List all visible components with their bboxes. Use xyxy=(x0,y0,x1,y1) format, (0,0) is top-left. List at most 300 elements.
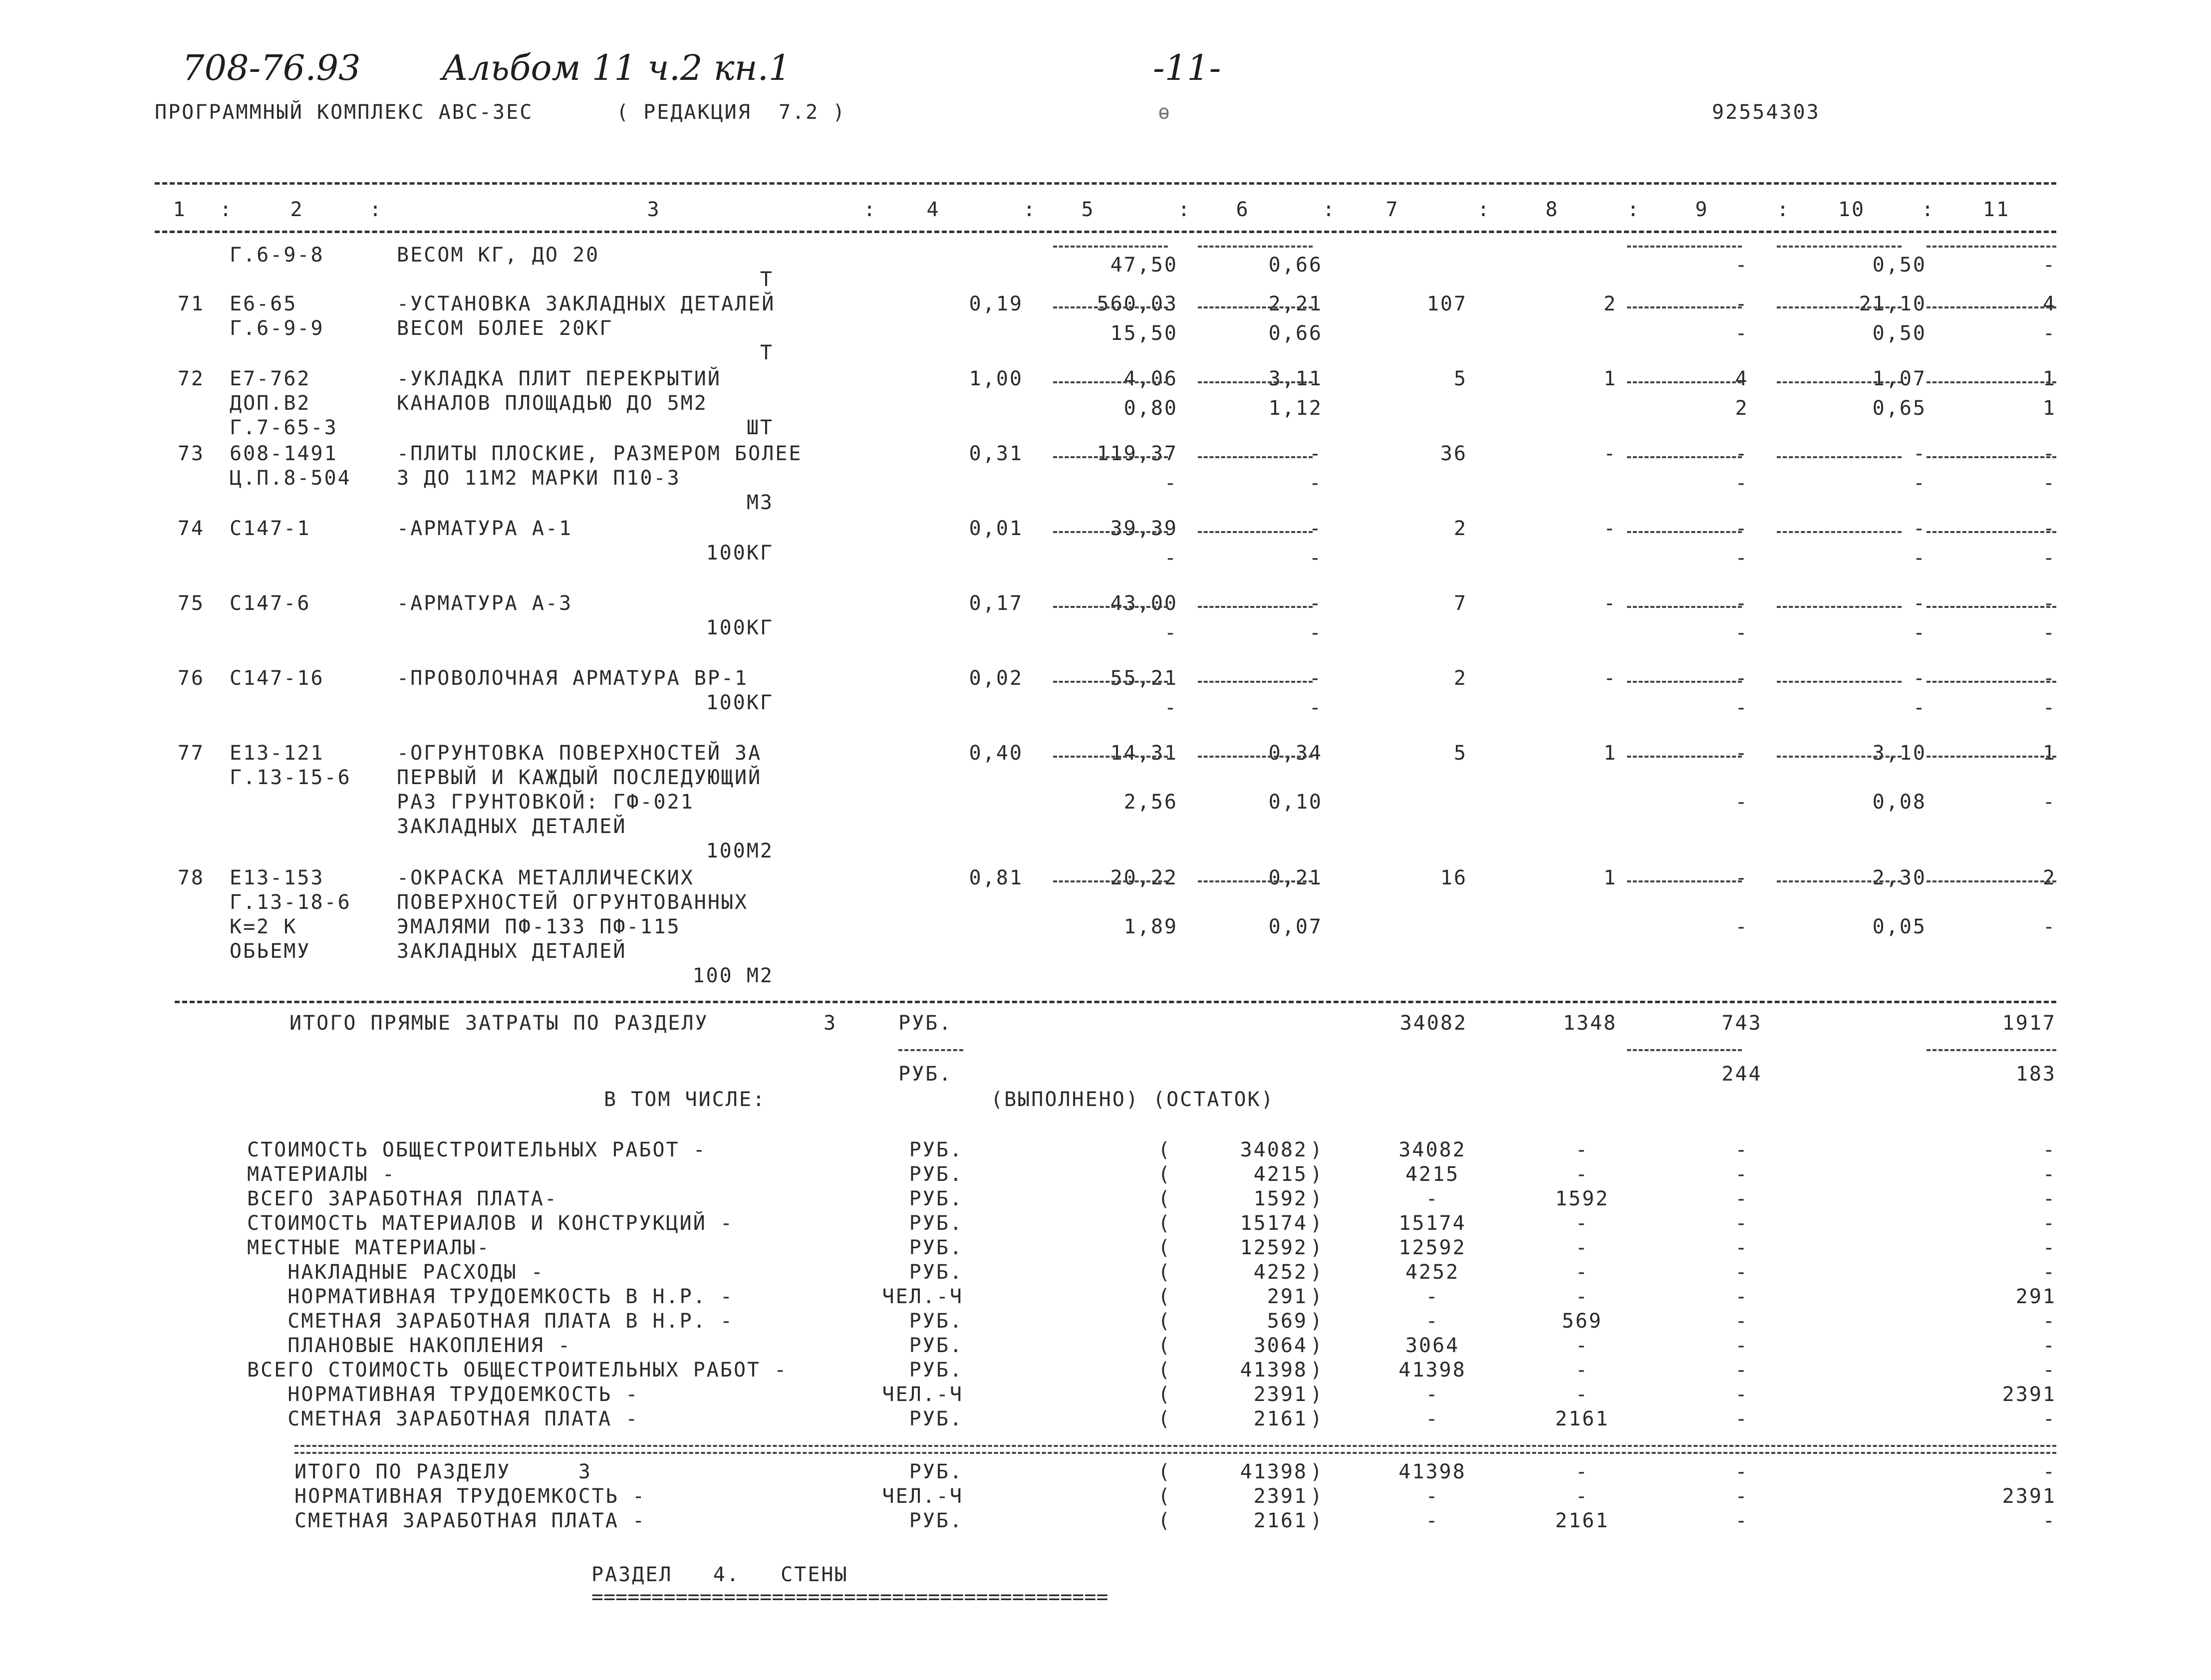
marker: ѳ xyxy=(1158,101,1172,124)
next-section-underline: =========================================== xyxy=(591,1586,1108,1609)
summary-col7: 4252 xyxy=(1405,1261,1460,1284)
rule-direct-costs xyxy=(175,1001,2056,1003)
quantity: 1,00 xyxy=(969,367,1023,390)
paren-open: ( xyxy=(1158,1485,1172,1508)
labor-total-sub: 1 xyxy=(2042,397,2056,420)
summary-col11: - xyxy=(2042,1163,2056,1186)
item-description: -ОГРУНТОВКА ПОВЕРХНОСТЕЙ ЗА xyxy=(397,742,762,765)
item-unit: 100КГ xyxy=(706,691,774,714)
direct-costs-col8: 1348 xyxy=(1563,1012,1617,1035)
summary-remaining: 41398 xyxy=(1240,1460,1308,1483)
item-unit: Т xyxy=(760,341,774,364)
summary-col8: 2161 xyxy=(1555,1407,1610,1430)
summary-col7: - xyxy=(1425,1485,1439,1508)
item-code: Ц.П.8-504 xyxy=(230,467,351,490)
unit-price-total-sub: 15,50 xyxy=(1110,322,1178,345)
summary-unit: РУБ. xyxy=(909,1509,963,1532)
column-header-1: 1 xyxy=(173,198,187,221)
summary-col8: 2161 xyxy=(1555,1509,1610,1532)
cost-machines: - xyxy=(1735,667,1749,690)
cost-wages: - xyxy=(1603,667,1617,690)
summary-col9: - xyxy=(1735,1460,1749,1483)
cost-wages: 1 xyxy=(1603,367,1617,390)
column-divider: : xyxy=(1178,198,1192,221)
labor-total-sub: - xyxy=(2042,472,2056,495)
cost-machines-sub: - xyxy=(1735,547,1749,569)
row-number: 77 xyxy=(177,742,205,765)
cell-separator xyxy=(1927,381,2056,383)
unit-price-wages-sub: - xyxy=(1309,696,1323,719)
cell-separator xyxy=(1777,531,1902,533)
summary-label: МЕСТНЫЕ МАТЕРИАЛЫ- xyxy=(247,1236,491,1259)
labor-total-sub: - xyxy=(2042,253,2056,277)
cell-separator xyxy=(1198,880,1313,882)
item-description: ЗАКЛАДНЫХ ДЕТАЛЕЙ xyxy=(397,815,627,838)
item-code: 608-1491 xyxy=(230,442,338,465)
item-code: Г.13-18-6 xyxy=(230,891,351,914)
unit-price-wages-sub: 0,66 xyxy=(1268,322,1323,345)
item-unit: М3 xyxy=(746,491,774,514)
unit-price-total: 4,06 xyxy=(1123,367,1178,390)
paren-open: ( xyxy=(1158,1261,1172,1284)
summary-label: ВСЕГО ЗАРАБОТНАЯ ПЛАТА- xyxy=(247,1187,558,1210)
labor-per-unit-sub: 0,50 xyxy=(1872,322,1927,345)
labor-total-sub: - xyxy=(2042,696,2056,719)
item-description: ЭМАЛЯМИ ПФ-133 ПФ-115 xyxy=(397,915,681,938)
column-header-3: 3 xyxy=(647,198,661,221)
paren-open: ( xyxy=(1158,1285,1172,1308)
summary-unit: РУБ. xyxy=(909,1334,963,1357)
labor-per-unit-sub: 0,08 xyxy=(1872,791,1927,814)
labor-per-unit: 21,10 xyxy=(1859,292,1927,315)
summary-remaining: 2161 xyxy=(1253,1407,1308,1430)
labor-total: 1 xyxy=(2042,367,2056,390)
cost-total: 2 xyxy=(1453,517,1467,540)
cell-separator xyxy=(1198,681,1313,683)
summary-label: СМЕТНАЯ ЗАРАБОТНАЯ ПЛАТА - xyxy=(294,1509,646,1532)
quantity: 0,40 xyxy=(969,742,1023,765)
summary-col8: - xyxy=(1575,1460,1589,1483)
sep-col9 xyxy=(1627,1049,1742,1051)
summary-remaining: 4252 xyxy=(1253,1261,1308,1284)
summary-col8: - xyxy=(1575,1359,1589,1382)
summary-col8: - xyxy=(1575,1236,1589,1259)
cell-separator xyxy=(1927,606,2056,608)
quantity: 0,19 xyxy=(969,292,1023,315)
summary-remaining: 15174 xyxy=(1240,1212,1308,1235)
paren-close: ) xyxy=(1310,1212,1324,1235)
cell-separator xyxy=(1777,606,1902,608)
cell-separator xyxy=(1627,306,1742,308)
summary-col11: 291 xyxy=(2015,1285,2056,1308)
cost-total: 16 xyxy=(1440,866,1467,889)
unit-price-wages: 3,11 xyxy=(1268,367,1323,390)
summary-col7: - xyxy=(1425,1285,1439,1308)
summary-unit: РУБ. xyxy=(909,1212,963,1235)
labor-total: 4 xyxy=(2042,292,2056,315)
column-header-4: 4 xyxy=(926,198,940,221)
item-description: -ОКРАСКА МЕТАЛЛИЧЕСКИХ xyxy=(397,866,694,889)
quantity: 0,81 xyxy=(969,866,1023,889)
row-number: 74 xyxy=(177,517,205,540)
unit-price-total: 39,39 xyxy=(1110,517,1178,540)
quantity: 0,01 xyxy=(969,517,1023,540)
summary-label: НАКЛАДНЫЕ РАСХОДЫ - xyxy=(247,1261,545,1284)
rule-header-bottom xyxy=(155,231,2056,233)
summary-unit: РУБ. xyxy=(909,1407,963,1430)
cell-separator xyxy=(1777,381,1902,383)
unit-price-wages-sub: 0,07 xyxy=(1268,915,1323,938)
column-header-2: 2 xyxy=(290,198,304,221)
item-code: Г.6-9-8 xyxy=(230,244,324,267)
direct-costs-col7: 34082 xyxy=(1399,1012,1467,1035)
cost-machines: - xyxy=(1735,292,1749,315)
cell-separator xyxy=(1198,531,1313,533)
column-header-7: 7 xyxy=(1385,198,1399,221)
unit-price-total-sub: 47,50 xyxy=(1110,253,1178,277)
column-header-5: 5 xyxy=(1081,198,1095,221)
summary-col7: 41398 xyxy=(1398,1460,1466,1483)
cost-total: 2 xyxy=(1453,667,1467,690)
unit-price-total-sub: 1,89 xyxy=(1123,915,1178,938)
labor-total-sub: - xyxy=(2042,322,2056,345)
summary-col7: 12592 xyxy=(1398,1236,1466,1259)
direct-costs-col9: 743 xyxy=(1721,1012,1762,1035)
summary-remaining: 4215 xyxy=(1253,1163,1308,1186)
cost-machines: - xyxy=(1735,517,1749,540)
item-unit: 100КГ xyxy=(706,542,774,564)
cell-separator xyxy=(1198,381,1313,383)
row-number: 72 xyxy=(177,367,205,390)
handwritten-album: Альбом 11 ч.2 кн.1 xyxy=(442,47,791,88)
paren-close: ) xyxy=(1310,1334,1324,1357)
labor-per-unit: - xyxy=(1913,667,1927,690)
direct-costs-unit-2: РУБ. xyxy=(898,1063,953,1086)
rule-top xyxy=(155,182,2056,185)
item-description: ЗАКЛАДНЫХ ДЕТАЛЕЙ xyxy=(397,940,627,963)
cell-separator xyxy=(1627,880,1742,882)
labor-per-unit-sub: - xyxy=(1913,547,1927,569)
cell-separator xyxy=(1777,246,1902,248)
cost-wages: 1 xyxy=(1603,742,1617,765)
cell-separator xyxy=(1053,246,1168,248)
summary-unit: РУБ. xyxy=(909,1163,963,1186)
summary-label: СМЕТНАЯ ЗАРАБОТНАЯ ПЛАТА В Н.Р. - xyxy=(247,1310,734,1333)
cost-total: 5 xyxy=(1453,742,1467,765)
summary-col7: 41398 xyxy=(1398,1359,1466,1382)
cost-machines-sub: - xyxy=(1735,696,1749,719)
cell-separator xyxy=(1053,606,1168,608)
cost-machines: 4 xyxy=(1735,367,1749,390)
column-header-11: 11 xyxy=(1982,198,2010,221)
item-code: Г.6-9-9 xyxy=(230,317,324,340)
summary-col9: - xyxy=(1735,1138,1749,1161)
summary-col11: 2391 xyxy=(2002,1485,2056,1508)
unit-price-total-sub: - xyxy=(1164,696,1178,719)
cell-separator xyxy=(1053,756,1168,758)
summary-col9: - xyxy=(1735,1285,1749,1308)
cell-separator xyxy=(1627,246,1742,248)
item-code: С147-16 xyxy=(230,667,324,690)
summary-label: НОРМАТИВНАЯ ТРУДОЕМКОСТЬ - xyxy=(247,1383,639,1406)
summary-col9: - xyxy=(1735,1310,1749,1333)
sep-unit xyxy=(898,1049,963,1051)
summary-label: МАТЕРИАЛЫ - xyxy=(247,1163,396,1186)
doc-number: 92554303 xyxy=(1712,101,1820,124)
summary-unit: РУБ. xyxy=(909,1460,963,1483)
item-unit: 100М2 xyxy=(706,840,774,862)
summary-col7: 34082 xyxy=(1398,1138,1466,1161)
summary-unit: РУБ. xyxy=(909,1359,963,1382)
summary-col7: 15174 xyxy=(1398,1212,1466,1235)
cost-machines: - xyxy=(1735,742,1749,765)
summary-col8: - xyxy=(1575,1138,1589,1161)
cell-separator xyxy=(1627,381,1742,383)
unit-price-wages: 0,21 xyxy=(1268,866,1323,889)
rule-section-total xyxy=(294,1445,2056,1454)
labor-per-unit: 3,10 xyxy=(1872,742,1927,765)
column-header-8: 8 xyxy=(1545,198,1559,221)
cell-separator xyxy=(1627,756,1742,758)
labor-total: 1 xyxy=(2042,742,2056,765)
labor-total-sub: - xyxy=(2042,547,2056,569)
cell-separator xyxy=(1927,880,2056,882)
paren-open: ( xyxy=(1158,1310,1172,1333)
cell-separator xyxy=(1053,456,1168,458)
paren-open: ( xyxy=(1158,1460,1172,1483)
unit-price-total: 560,03 xyxy=(1097,292,1178,315)
cell-separator xyxy=(1927,756,2056,758)
sep-col11 xyxy=(1927,1049,2056,1051)
unit-price-wages: - xyxy=(1309,442,1323,465)
item-code: С147-6 xyxy=(230,592,311,615)
cell-separator xyxy=(1198,606,1313,608)
cell-separator xyxy=(1053,681,1168,683)
item-description: РАЗ ГРУНТОВКОЙ: ГФ-021 xyxy=(397,791,694,814)
summary-col8: - xyxy=(1575,1163,1589,1186)
summary-col11: - xyxy=(2042,1212,2056,1235)
column-header-6: 6 xyxy=(1236,198,1250,221)
summary-col11: - xyxy=(2042,1359,2056,1382)
cost-total: 7 xyxy=(1453,592,1467,615)
cell-separator xyxy=(1777,456,1902,458)
unit-price-wages-sub: 1,12 xyxy=(1268,397,1323,420)
summary-col11: - xyxy=(2042,1138,2056,1161)
labor-total: - xyxy=(2042,592,2056,615)
summary-col9: - xyxy=(1735,1485,1749,1508)
item-unit: Т xyxy=(760,268,774,291)
quantity: 0,17 xyxy=(969,592,1023,615)
item-unit: ШТ xyxy=(746,416,774,439)
unit-price-wages-sub: - xyxy=(1309,547,1323,569)
paren-open: ( xyxy=(1158,1383,1172,1406)
summary-col8: - xyxy=(1575,1334,1589,1357)
item-code: Е13-153 xyxy=(230,866,324,889)
summary-col11: - xyxy=(2042,1310,2056,1333)
summary-unit: ЧЕЛ.-Ч xyxy=(882,1285,963,1308)
item-description: -УСТАНОВКА ЗАКЛАДНЫХ ДЕТАЛЕЙ xyxy=(397,292,776,315)
column-header-9: 9 xyxy=(1695,198,1709,221)
direct-costs-section: 3 xyxy=(824,1012,837,1035)
summary-col7: - xyxy=(1425,1310,1439,1333)
labor-total: 2 xyxy=(2042,866,2056,889)
item-unit: 100 М2 xyxy=(692,964,774,987)
summary-col9: - xyxy=(1735,1212,1749,1235)
program-title: ПРОГРАММНЫЙ КОМПЛЕКС АВС-3ЕС xyxy=(155,101,534,124)
column-divider: : xyxy=(369,198,383,221)
cost-wages: 2 xyxy=(1603,292,1617,315)
paren-close: ) xyxy=(1310,1163,1324,1186)
cell-separator xyxy=(1777,756,1902,758)
paren-close: ) xyxy=(1310,1138,1324,1161)
summary-col7: 3064 xyxy=(1405,1334,1460,1357)
column-divider: : xyxy=(1922,198,1935,221)
cell-separator xyxy=(1627,531,1742,533)
labor-total: - xyxy=(2042,442,2056,465)
item-code: Г.7-65-3 xyxy=(230,416,338,439)
cell-separator xyxy=(1198,246,1313,248)
summary-remaining: 34082 xyxy=(1240,1138,1308,1161)
done-remaining-label: (ВЫПОЛНЕНО) (ОСТАТОК) xyxy=(991,1088,1275,1111)
item-description: ПОВЕРХНОСТЕЙ ОГРУНТОВАННЫХ xyxy=(397,891,749,914)
labor-per-unit-sub: - xyxy=(1913,621,1927,644)
summary-col11: 2391 xyxy=(2002,1383,2056,1406)
column-divider: : xyxy=(220,198,234,221)
cost-machines-sub: - xyxy=(1735,322,1749,345)
labor-total: - xyxy=(2042,667,2056,690)
summary-col11: - xyxy=(2042,1460,2056,1483)
handwritten-code: 708-76.93 xyxy=(182,47,361,88)
cell-separator xyxy=(1777,880,1902,882)
item-code: К=2 К xyxy=(230,915,297,938)
summary-col8: - xyxy=(1575,1261,1589,1284)
summary-col9: - xyxy=(1735,1509,1749,1532)
page-number: -11- xyxy=(1153,47,1221,88)
labor-total-sub: - xyxy=(2042,915,2056,938)
unit-price-total-sub: - xyxy=(1164,621,1178,644)
cell-separator xyxy=(1053,880,1168,882)
summary-unit: РУБ. xyxy=(909,1261,963,1284)
summary-col9: - xyxy=(1735,1383,1749,1406)
cell-separator xyxy=(1927,456,2056,458)
row-number: 73 xyxy=(177,442,205,465)
cell-separator xyxy=(1927,246,2056,248)
item-description: -УКЛАДКА ПЛИТ ПЕРЕКРЫТИЙ xyxy=(397,367,721,390)
item-code: ОБЬЕМУ xyxy=(230,940,311,963)
item-description: -ПЛИТЫ ПЛОСКИЕ, РАЗМЕРОМ БОЛЕЕ xyxy=(397,442,803,465)
summary-col7: 4215 xyxy=(1405,1163,1460,1186)
labor-total: - xyxy=(2042,517,2056,540)
paren-open: ( xyxy=(1158,1334,1172,1357)
direct-costs-col11-b: 183 xyxy=(2015,1063,2056,1086)
direct-costs-col11: 1917 xyxy=(2002,1012,2056,1035)
paren-open: ( xyxy=(1158,1509,1172,1532)
unit-price-wages-sub: 0,66 xyxy=(1268,253,1323,277)
item-code: Е13-121 xyxy=(230,742,324,765)
paren-close: ) xyxy=(1310,1407,1324,1430)
summary-col9: - xyxy=(1735,1261,1749,1284)
cell-separator xyxy=(1627,456,1742,458)
unit-price-total-sub: - xyxy=(1164,547,1178,569)
column-divider: : xyxy=(1627,198,1641,221)
summary-col7: - xyxy=(1425,1187,1439,1210)
summary-unit: РУБ. xyxy=(909,1310,963,1333)
summary-remaining: 569 xyxy=(1267,1310,1308,1333)
unit-price-wages: 0,34 xyxy=(1268,742,1323,765)
column-divider: : xyxy=(1023,198,1037,221)
row-number: 76 xyxy=(177,667,205,690)
unit-price-total: 55,21 xyxy=(1110,667,1178,690)
summary-label: ВСЕГО СТОИМОСТЬ ОБЩЕСТРОИТЕЛЬНЫХ РАБОТ - xyxy=(247,1359,788,1382)
next-section-title: РАЗДЕЛ 4. СТЕНЫ xyxy=(591,1563,848,1586)
labor-total-sub: - xyxy=(2042,621,2056,644)
unit-price-wages-sub: - xyxy=(1309,472,1323,495)
cost-machines-sub: - xyxy=(1735,253,1749,277)
summary-remaining: 3064 xyxy=(1253,1334,1308,1357)
paren-close: ) xyxy=(1310,1261,1324,1284)
labor-per-unit-sub: 0,65 xyxy=(1872,397,1927,420)
including-label: В ТОМ ЧИСЛЕ: xyxy=(604,1088,766,1111)
paren-open: ( xyxy=(1158,1212,1172,1235)
cost-machines-sub: - xyxy=(1735,472,1749,495)
item-code: Е6-65 xyxy=(230,292,297,315)
summary-label: СТОИМОСТЬ ОБЩЕСТРОИТЕЛЬНЫХ РАБОТ - xyxy=(247,1138,707,1161)
summary-label: НОРМАТИВНАЯ ТРУДОЕМКОСТЬ - xyxy=(294,1485,646,1508)
summary-label: ИТОГО ПО РАЗДЕЛУ 3 xyxy=(294,1460,592,1483)
summary-col7: - xyxy=(1425,1383,1439,1406)
column-divider: : xyxy=(1323,198,1337,221)
paren-close: ) xyxy=(1310,1285,1324,1308)
direct-costs-col9-b: 244 xyxy=(1721,1063,1762,1086)
summary-col8: 1592 xyxy=(1555,1187,1610,1210)
unit-price-total-sub: 2,56 xyxy=(1123,791,1178,814)
item-description: 3 ДО 11М2 МАРКИ П10-3 xyxy=(397,467,681,490)
unit-price-wages-sub: - xyxy=(1309,621,1323,644)
column-header-10: 10 xyxy=(1838,198,1866,221)
summary-col11: - xyxy=(2042,1509,2056,1532)
cell-separator xyxy=(1198,756,1313,758)
summary-unit: ЧЕЛ.-Ч xyxy=(882,1485,963,1508)
cell-separator xyxy=(1927,681,2056,683)
item-description: -ПРОВОЛОЧНАЯ АРМАТУРА ВР-1 xyxy=(397,667,749,690)
paren-close: ) xyxy=(1310,1485,1324,1508)
item-unit: 100КГ xyxy=(706,616,774,639)
summary-col11: - xyxy=(2042,1334,2056,1357)
paren-close: ) xyxy=(1310,1236,1324,1259)
item-code: Г.13-15-6 xyxy=(230,766,351,789)
cost-machines-sub: 2 xyxy=(1735,397,1749,420)
unit-price-total: 119,37 xyxy=(1097,442,1178,465)
summary-label: СМЕТНАЯ ЗАРАБОТНАЯ ПЛАТА - xyxy=(247,1407,639,1430)
labor-per-unit-sub: 0,05 xyxy=(1872,915,1927,938)
row-number: 78 xyxy=(177,866,205,889)
paren-open: ( xyxy=(1158,1163,1172,1186)
cost-total: 107 xyxy=(1426,292,1467,315)
cell-separator xyxy=(1053,531,1168,533)
unit-price-total-sub: 0,80 xyxy=(1123,397,1178,420)
summary-label: НОРМАТИВНАЯ ТРУДОЕМКОСТЬ В Н.Р. - xyxy=(247,1285,734,1308)
paren-open: ( xyxy=(1158,1236,1172,1259)
row-number: 75 xyxy=(177,592,205,615)
summary-label: СТОИМОСТЬ МАТЕРИАЛОВ И КОНСТРУКЦИЙ - xyxy=(247,1212,734,1235)
unit-price-wages: - xyxy=(1309,592,1323,615)
item-description: -АРМАТУРА А-3 xyxy=(397,592,573,615)
summary-col8: 569 xyxy=(1562,1310,1603,1333)
summary-remaining: 291 xyxy=(1267,1285,1308,1308)
labor-per-unit: 1,07 xyxy=(1872,367,1927,390)
summary-col7: - xyxy=(1425,1407,1439,1430)
item-code: Е7-762 xyxy=(230,367,311,390)
